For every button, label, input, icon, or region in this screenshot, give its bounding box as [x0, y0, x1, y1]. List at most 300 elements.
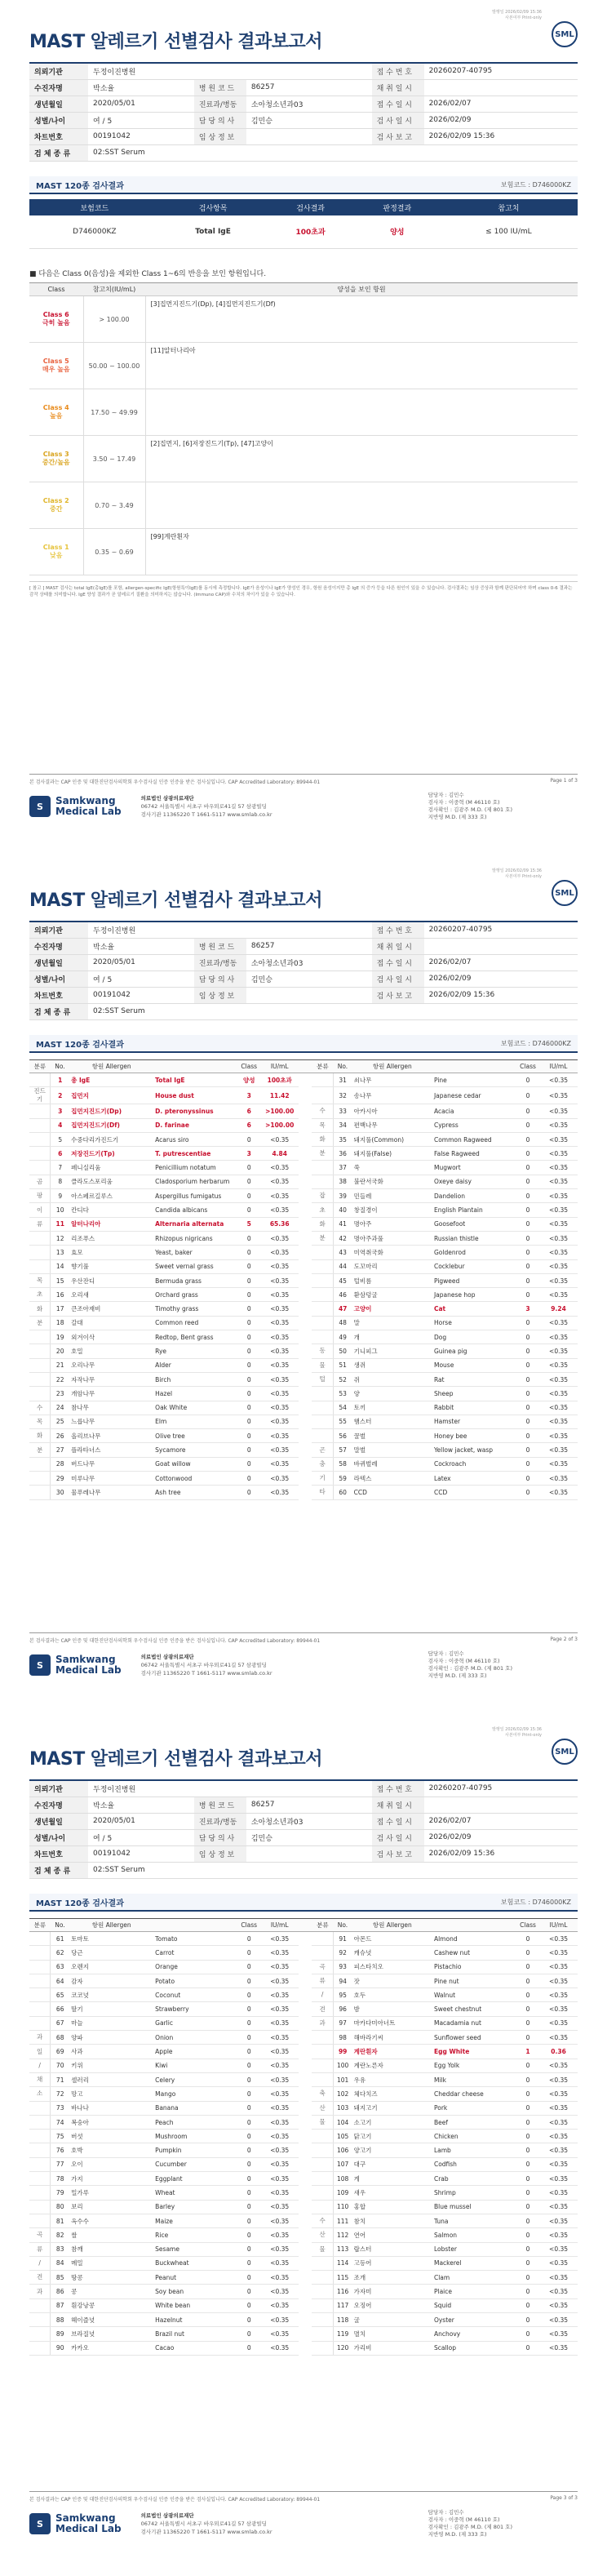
category: 과 — [29, 2285, 51, 2298]
class-value: 0 — [516, 2172, 539, 2186]
category — [29, 1486, 51, 1499]
allergen-en: Common Ragweed — [432, 1132, 516, 1146]
table-header: 분류 No. 항원 Allergen Class IU/mL 분류 No. 항원 Allergen Class IU/mL — [29, 1919, 578, 1932]
category — [312, 1288, 333, 1302]
allergen-en: Cheddar cheese — [432, 2087, 516, 2101]
allergen-row — [29, 1457, 578, 1471]
allergen-ko: 오렌지 — [69, 1960, 153, 1974]
iu-value: <0.35 — [539, 2031, 578, 2045]
iu-value: <0.35 — [539, 1273, 578, 1287]
class-value: 0 — [237, 1189, 260, 1203]
allergen-en: Russian thistle — [432, 1231, 516, 1245]
class-value: 0 — [237, 1415, 260, 1428]
class-label: Class 6 극히 높음 — [29, 296, 83, 343]
spacer — [299, 2327, 312, 2341]
iu-value: <0.35 — [260, 1472, 299, 1486]
allergen-ko: 소고기 — [352, 2115, 432, 2129]
allergen-no: 87 — [51, 2298, 69, 2312]
allergen-no: 85 — [51, 2271, 69, 2285]
class-value: 3 — [516, 1302, 539, 1316]
allergen-row — [29, 1988, 578, 2002]
allergen-en: Rhizopus nigricans — [153, 1231, 237, 1245]
category — [312, 1073, 333, 1087]
iu-value: <0.35 — [539, 1401, 578, 1415]
positive-allergens: [11]알터나리아 — [145, 343, 578, 389]
allergen-row — [29, 2200, 578, 2214]
iu-value: <0.35 — [539, 2285, 578, 2298]
allergen-ko: 토끼 — [352, 1401, 432, 1415]
iu-value: <0.35 — [539, 2200, 578, 2214]
class-value: 0 — [516, 2016, 539, 2030]
category — [29, 2327, 51, 2341]
allergen-row — [29, 1147, 578, 1161]
allergen-en: Pistachio — [432, 1960, 516, 1974]
iu-value: <0.35 — [539, 1932, 578, 1946]
allergen-ko: 참깨 — [69, 2242, 153, 2256]
lab-address: 의료법인 삼광의료재단 06742 서울특별시 서초구 바우뫼로41길 57 삼광빌딩 검사기관 11365220 T 1661-5117 www.smlab.co.kr — [140, 2512, 272, 2535]
iu-value: <0.35 — [539, 1330, 578, 1344]
class-label: Class 2 중간 — [29, 482, 83, 529]
allergen-no: 51 — [333, 1358, 352, 1372]
allergen-ko: 카카오 — [69, 2341, 153, 2355]
class-value: 0 — [516, 1203, 539, 1217]
class-value: 0 — [516, 1486, 539, 1499]
iu-value: <0.35 — [260, 2214, 299, 2227]
class-value: 0 — [237, 1457, 260, 1471]
category — [312, 2172, 333, 2186]
allergen-ko: 환삼덩굴 — [352, 1288, 432, 1302]
iu-value: <0.35 — [539, 1161, 578, 1175]
spacer — [299, 1259, 312, 1273]
allergen-no: 29 — [51, 1472, 69, 1486]
iu-value: 4.84 — [260, 1147, 299, 1161]
allergen-row — [29, 1358, 578, 1372]
class-value: 0 — [237, 1387, 260, 1401]
class-value: 0 — [237, 1302, 260, 1316]
allergen-no: 31 — [333, 1073, 352, 1087]
iu-value: <0.35 — [260, 1330, 299, 1344]
allergen-en: Japanese hop — [432, 1288, 516, 1302]
allergen-en: Maize — [153, 2214, 237, 2227]
class-value: 0 — [516, 1147, 539, 1161]
allergen-en: Pine nut — [432, 1974, 516, 1988]
class-value: 0 — [516, 1988, 539, 2002]
class-row — [29, 343, 578, 389]
allergen-no: 41 — [333, 1217, 352, 1231]
allergen-ko: 가지 — [69, 2172, 153, 2186]
allergen-row — [29, 1189, 578, 1203]
allergen-en: Hazel — [153, 1387, 237, 1401]
allergen-en: Lobster — [432, 2242, 516, 2256]
spacer — [299, 2002, 312, 2016]
category — [312, 1175, 333, 1188]
allergen-en: Sweet chestnut — [432, 2002, 516, 2016]
allergen-en: Peach — [153, 2115, 237, 2129]
class-value: 0 — [237, 1330, 260, 1344]
allergen-ko: 명아주 — [352, 1217, 432, 1231]
category: 곡 — [312, 1960, 333, 1974]
category: 목 — [29, 1415, 51, 1428]
iu-value: <0.35 — [260, 1486, 299, 1499]
allergen-en: Oyster — [432, 2313, 516, 2327]
allergen-en: Pork — [432, 2101, 516, 2115]
iu-value: <0.35 — [539, 1358, 578, 1372]
class-value: 양성 — [237, 1073, 260, 1087]
allergen-en: Sheep — [432, 1387, 516, 1401]
category — [29, 1132, 51, 1146]
allergen-no: 95 — [333, 1988, 352, 2002]
allergen-ko: 보리 — [69, 2200, 153, 2214]
accreditation-line: 본 검사결과는 CAP 인증 및 대한진단검사의학회 우수검사실 인증 인증을 받은 검사실입니다. CAP Accredited Laboratory: 89944-01 Page 1 of 3 — [29, 774, 578, 785]
class-value: 0 — [237, 2031, 260, 2045]
allergen-en: Eggplant — [153, 2172, 237, 2186]
iu-value: <0.35 — [539, 2214, 578, 2227]
class-value: 0 — [237, 2298, 260, 2312]
allergen-no: 36 — [333, 1147, 352, 1161]
category: 이 — [29, 1203, 51, 1217]
class-row — [29, 296, 578, 343]
class-value: 0 — [237, 2341, 260, 2355]
class-value: 0 — [237, 2115, 260, 2129]
allergen-ko: 가자미 — [352, 2285, 432, 2298]
class-value: 0 — [237, 2200, 260, 2214]
allergen-no: 26 — [51, 1429, 69, 1443]
category — [29, 2157, 51, 2171]
category — [312, 1387, 333, 1401]
allergen-en: CCD — [432, 1486, 516, 1499]
category: 분 — [312, 1231, 333, 1245]
category — [29, 1118, 51, 1132]
category: 류 — [29, 1217, 51, 1231]
allergen-en: Strawberry — [153, 2002, 237, 2016]
class-label: Class 3 중간/높음 — [29, 436, 83, 482]
iu-value: <0.35 — [260, 2285, 299, 2298]
allergen-ko: 창질경이 — [352, 1203, 432, 1217]
spacer — [299, 1147, 312, 1161]
allergen-ko: 메밀 — [69, 2256, 153, 2270]
iu-value: <0.35 — [260, 1132, 299, 1146]
allergen-no: 119 — [333, 2327, 352, 2341]
category: 물 — [312, 2242, 333, 2256]
lab-address: 의료법인 삼광의료재단 06742 서울특별시 서초구 바우뫼로41길 57 삼광빌딩 검사기관 11365220 T 1661-5117 www.smlab.co.kr — [140, 795, 272, 818]
spacer — [299, 2228, 312, 2242]
allergen-no: 117 — [333, 2298, 352, 2312]
iu-value: <0.35 — [260, 1302, 299, 1316]
allergen-ko: 쑥 — [352, 1161, 432, 1175]
allergen-row — [29, 1415, 578, 1428]
allergen-row — [29, 1443, 578, 1457]
class-label: Class 5 매우 높음 — [29, 343, 83, 389]
class-value: 0 — [516, 1175, 539, 1188]
allergen-no: 54 — [333, 1401, 352, 1415]
allergen-en: Walnut — [432, 1988, 516, 2002]
allergen-no: 52 — [333, 1372, 352, 1386]
allergen-row — [29, 1946, 578, 1960]
spacer — [299, 2101, 312, 2115]
iu-value: <0.35 — [260, 2072, 299, 2086]
spacer — [299, 1330, 312, 1344]
allergen-no: 42 — [333, 1231, 352, 1245]
allergen-en: Common reed — [153, 1316, 237, 1330]
class-value: 0 — [237, 2072, 260, 2086]
allergen-en: Rabbit — [432, 1401, 516, 1415]
allergen-no: 71 — [51, 2072, 69, 2086]
allergen-no: 115 — [333, 2271, 352, 2285]
allergen-no: 64 — [51, 1974, 69, 1988]
class-value: 0 — [516, 2072, 539, 2086]
allergen-en: Carrot — [153, 1946, 237, 1960]
iu-value: <0.35 — [539, 1372, 578, 1386]
allergen-no: 32 — [333, 1087, 352, 1104]
allergen-en: Kiwi — [153, 2059, 237, 2072]
class-value: 0 — [237, 2242, 260, 2256]
category: 목 — [312, 1118, 333, 1132]
report-title: MAST 알레르기 선별검사 결과보고서 — [29, 890, 323, 911]
iu-value: <0.35 — [539, 2298, 578, 2312]
class-value: 0 — [237, 1246, 260, 1259]
class-value: 0 — [237, 2271, 260, 2285]
category: 분 — [29, 1316, 51, 1330]
allergen-row — [29, 1316, 578, 1330]
allergen-en: Sunflower seed — [432, 2031, 516, 2045]
allergen-en: Mouse — [432, 1358, 516, 1372]
allergen-ko: 미역취국화 — [352, 1246, 432, 1259]
class-value: 0 — [516, 1932, 539, 1946]
allergen-no: 91 — [333, 1932, 352, 1946]
allergen-no: 20 — [51, 1344, 69, 1358]
spacer — [299, 1189, 312, 1203]
allergen-no: 67 — [51, 2016, 69, 2030]
spacer — [299, 1087, 312, 1104]
category — [29, 2172, 51, 2186]
allergen-no: 19 — [51, 1330, 69, 1344]
allergen-no: 25 — [51, 1415, 69, 1428]
spacer — [299, 2130, 312, 2143]
iu-value: <0.35 — [260, 2341, 299, 2355]
allergen-ko: 물푸레나무 — [69, 1486, 153, 1499]
iu-value: <0.35 — [260, 1246, 299, 1259]
allergen-ko: 참치 — [352, 2214, 432, 2227]
category: 축 — [312, 2087, 333, 2101]
allergen-no: 1 — [51, 1073, 69, 1087]
class-value: 0 — [237, 1960, 260, 1974]
allergen-en: Tomato — [153, 1932, 237, 1946]
iu-value: <0.35 — [260, 2143, 299, 2157]
spacer — [299, 2214, 312, 2227]
allergen-no: 114 — [333, 2256, 352, 2270]
allergen-en: Clam — [432, 2271, 516, 2285]
iu-value: <0.35 — [260, 1358, 299, 1372]
category: 류 — [312, 1974, 333, 1988]
allergen-no: 97 — [333, 2016, 352, 2030]
iu-value: <0.35 — [539, 1443, 578, 1457]
allergen-ko: 닭고기 — [352, 2130, 432, 2143]
allergen-ko: 송나무 — [352, 1087, 432, 1104]
allergen-en: Mushroom — [153, 2130, 237, 2143]
allergen-no: 40 — [333, 1203, 352, 1217]
category — [312, 1946, 333, 1960]
category: 충 — [312, 1457, 333, 1471]
class-value: 0 — [516, 2242, 539, 2256]
allergen-row — [29, 1486, 578, 1499]
allergen-en: Cat — [432, 1302, 516, 1316]
lab-address: 의료법인 삼광의료재단 06742 서울특별시 서초구 바우뫼로41길 57 삼광빌딩 검사기관 11365220 T 1661-5117 www.smlab.co.kr — [140, 1654, 272, 1677]
allergen-ko: 브라질넛 — [69, 2327, 153, 2341]
category — [312, 1246, 333, 1259]
iu-value: 100초과 — [260, 1073, 299, 1087]
category: 타 — [312, 1486, 333, 1499]
spacer — [299, 1932, 312, 1946]
category — [312, 1161, 333, 1175]
allergen-no: 94 — [333, 1974, 352, 1988]
allergen-ko: 코코넛 — [69, 1988, 153, 2002]
allergen-en: Crab — [432, 2172, 516, 2186]
class-value: 0 — [237, 2130, 260, 2143]
iu-value: <0.35 — [260, 1273, 299, 1287]
class-value: 0 — [237, 2214, 260, 2227]
category — [29, 2130, 51, 2143]
allergen-no: 108 — [333, 2172, 352, 2186]
allergen-row — [29, 2172, 578, 2186]
category — [29, 1387, 51, 1401]
iu-value: <0.35 — [260, 2172, 299, 2186]
allergen-row — [29, 2285, 578, 2298]
allergen-en: Yeast, baker — [153, 1246, 237, 1259]
allergen-ko: 올리브나무 — [69, 1429, 153, 1443]
page-footer — [29, 1650, 578, 1680]
allergen-ko: 리조푸스 — [69, 1231, 153, 1245]
class-value: 0 — [516, 1344, 539, 1358]
allergen-row — [29, 2186, 578, 2200]
class-row — [29, 482, 578, 529]
allergen-en: Orchard grass — [153, 1288, 237, 1302]
allergen-ko: 오징어 — [352, 2298, 432, 2312]
allergen-ko: 헤이즐넛 — [69, 2313, 153, 2327]
class-value: 0 — [237, 2256, 260, 2270]
allergen-ko: 편백나무 — [352, 1118, 432, 1132]
iu-value: <0.35 — [539, 2059, 578, 2072]
class-value: 0 — [237, 2045, 260, 2059]
category — [312, 1316, 333, 1330]
class-value: 0 — [237, 2172, 260, 2186]
allergen-ko: 수중다리가진드기 — [69, 1132, 153, 1146]
category — [29, 1344, 51, 1358]
allergen-ko: 오리새 — [69, 1288, 153, 1302]
category: 산 — [312, 2228, 333, 2242]
allergen-no: 6 — [51, 1147, 69, 1161]
allergen-no: 9 — [51, 1189, 69, 1203]
allergen-no: 46 — [333, 1288, 352, 1302]
category — [312, 2298, 333, 2312]
category — [29, 1988, 51, 2002]
iu-value: <0.35 — [260, 1175, 299, 1188]
iu-value: <0.35 — [260, 1316, 299, 1330]
allergen-ko: 셀러리 — [69, 2072, 153, 2086]
allergen-row — [29, 1344, 578, 1358]
positive-allergens: [99]계란흰자 — [145, 529, 578, 575]
allergen-en: Cypress — [432, 1118, 516, 1132]
category — [312, 1415, 333, 1428]
allergen-ko: 가리비 — [352, 2341, 432, 2355]
spacer — [299, 2172, 312, 2186]
class-value: 0 — [237, 2002, 260, 2016]
allergen-no: 5 — [51, 1132, 69, 1146]
allergen-en: Tuna — [432, 2214, 516, 2227]
allergen-row — [29, 1330, 578, 1344]
allergen-ko: 마늘 — [69, 2016, 153, 2030]
allergen-en: Squid — [432, 2298, 516, 2312]
allergen-ko: 잣 — [352, 1974, 432, 1988]
class-value: 0 — [516, 1259, 539, 1273]
class-row — [29, 436, 578, 482]
category — [312, 2200, 333, 2214]
allergen-ko: 느릅나무 — [69, 1415, 153, 1428]
allergen-row — [29, 2143, 578, 2157]
class-value: 0 — [516, 2130, 539, 2143]
category: 목 — [29, 1273, 51, 1287]
allergen-en: Penicillium notatum — [153, 1161, 237, 1175]
allergen-ko: 오리나무 — [69, 1358, 153, 1372]
allergen-row — [29, 1175, 578, 1188]
category — [29, 1457, 51, 1471]
allergen-row — [29, 1104, 578, 1118]
patient-info-table: 의뢰기관 두정이진병원 접 수 번 호 20260207-40795 수진자명 박소율 병 원 코 드 86257 채 취 일 시 생년월일 2020/05/01 진료과/병동 소아청소년과03 접 수 일 시 2026/02/07 성별/나이 여 / 5 담 당 의 사 김민승 검 사 일 시 2026/02/09 차트번호 00191042 임 상 정 보 검 사 보 고 2026/02/09 15:36 검 체 종 류 02:SST Serum — [29, 921, 578, 1020]
iu-value: <0.35 — [260, 1960, 299, 1974]
class-value: 0 — [516, 2313, 539, 2327]
spacer — [299, 1344, 312, 1358]
class-value: 0 — [516, 2115, 539, 2129]
class-label: Class 4 높음 — [29, 389, 83, 436]
allergen-no: 43 — [333, 1246, 352, 1259]
iu-value: <0.35 — [539, 2157, 578, 2171]
allergen-en: Hamster — [432, 1415, 516, 1428]
category — [29, 1161, 51, 1175]
iu-value: <0.35 — [539, 2172, 578, 2186]
allergen-ko: 망고 — [69, 2087, 153, 2101]
category — [29, 1974, 51, 1988]
allergen-no: 116 — [333, 2285, 352, 2298]
positive-allergens — [145, 482, 578, 529]
iu-value: <0.35 — [539, 2341, 578, 2355]
allergen-en: Onion — [153, 2031, 237, 2045]
spacer — [299, 1946, 312, 1960]
allergen-ko: 총 IgE — [69, 1073, 153, 1087]
category — [29, 1259, 51, 1273]
allergen-ko: 체다치즈 — [352, 2087, 432, 2101]
iu-value: <0.35 — [260, 2087, 299, 2101]
allergen-ko: 피스타치오 — [352, 1960, 432, 1974]
category — [29, 1472, 51, 1486]
category — [312, 1429, 333, 1443]
allergen-en: Egg Yolk — [432, 2059, 516, 2072]
allergen-no: 58 — [333, 1457, 352, 1471]
allergen-no: 34 — [333, 1118, 352, 1132]
allergen-en: Aspergillus fumigatus — [153, 1189, 237, 1203]
allergen-row — [29, 1217, 578, 1231]
class-value: 0 — [237, 2101, 260, 2115]
allergen-ko: 딸기 — [69, 2002, 153, 2016]
iu-value: <0.35 — [260, 2157, 299, 2171]
spacer — [299, 2285, 312, 2298]
allergen-no: 100 — [333, 2059, 352, 2072]
class-value: 0 — [516, 1161, 539, 1175]
class-value: 5 — [237, 1217, 260, 1231]
allergen-row — [29, 2157, 578, 2171]
spacer — [299, 1457, 312, 1471]
class-value: 0 — [237, 2327, 260, 2341]
allergen-ko: 오이 — [69, 2157, 153, 2171]
allergen-ko: 홍합 — [352, 2200, 432, 2214]
